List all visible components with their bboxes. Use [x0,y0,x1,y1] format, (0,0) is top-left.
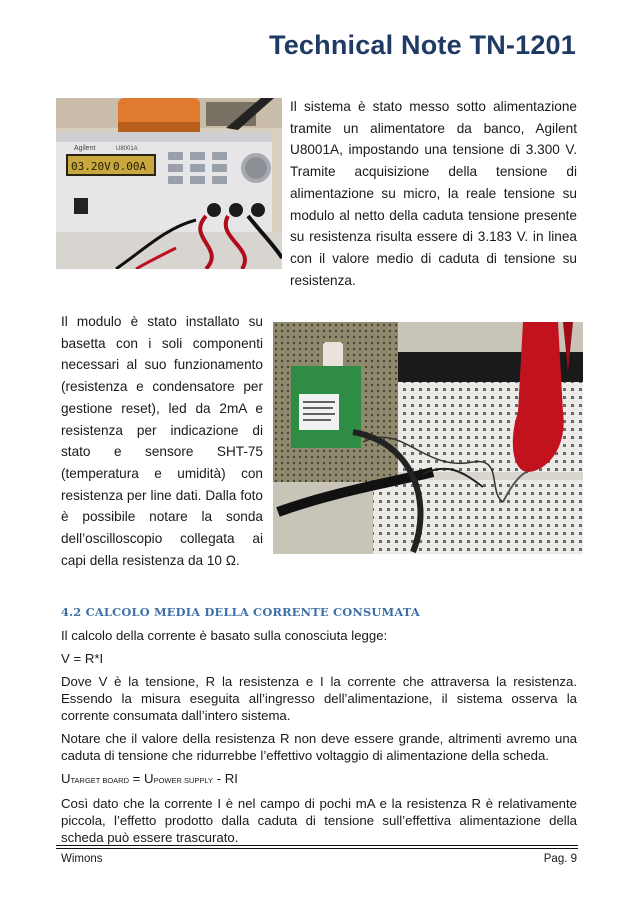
explanation-text: Dove V è la tensione, R la resistenza e I la corrente che attraversa la resistenza. Essendo la misura eseguita all’ingresso dell’alimentazione, il sistema osserva la corrente consumata dall’intero sistema. [61,674,577,723]
eq-u-supply: = U [129,771,154,786]
model-label: U8001A [116,146,138,152]
eq-u-target: U [61,771,71,786]
note-text: Notare che il valore della resistenza R non deve essere grande, altrimenti avremo una caduta di tensione che ridurrebbe l’effettivo voltaggio di alimentazione della scheda. [61,731,577,763]
module-paragraph: Il modulo è stato installato su basetta con i soli componenti necessari al suo funzionamento (resistenza e condensatore per gestione reset), led da 2mA e resistenza per indicazione di stato e sensore SHT-75 (temperatura e umidità) con resistenza per line dati. Dalla foto è possibile notare la sonda dell’oscilloscopio collegata ai capi della resistenza da 10 Ω. [61,314,263,568]
section-heading: 4.2 CALCOLO MEDIA DELLA CORRENTE CONSUMATA [61,605,420,619]
eq-ri: - RI [213,771,238,786]
brand-label: Agilent [74,145,96,152]
breadboard-illustration [273,322,583,554]
ohm-law-formula: V = R*I [61,651,104,666]
page-number: Pag. 9 [543,853,577,865]
power-supply-photo [56,98,282,269]
intro-text: Il calcolo della corrente è basato sulla conosciuta legge: [61,628,388,643]
voltage-readout: 03.20V [71,160,111,173]
voltage-equation [61,770,577,789]
footer-company: Wimons [61,853,103,865]
conclusion-text: Così dato che la corrente I è nel campo di pochi mA e la resistenza R è relativamente piccola, l’effetto prodotto dalla caduta di tensione sull’effettiva alimentazione della scheda può essere trascurato. [61,796,577,845]
eq-sub-target: TARGET BOARD [70,776,130,785]
supply-paragraph: Il sistema è stato messo sotto alimentazione tramite un alimentatore da banco, Agilent U8001A, impostando una tensione di 3.300 V. Tramite acquisizione della tensione di alimentazione su micro, la reale tensione su modulo al netto della caduta tensione presente su resistenza risulta essere di 3.183 V. in linea con il valore medio di caduta di tensione su resistenza. [290,99,577,288]
breadboard-photo [273,322,583,554]
power-supply-illustration [56,98,282,269]
document-title: Technical Note TN-1201 [269,30,576,60]
eq-sub-supply: POWER SUPPLY [153,776,214,785]
footer-rule-bottom [56,848,578,849]
section-body [61,627,577,852]
footer-rule-top [56,845,578,846]
current-readout: 0.00A [113,160,147,173]
